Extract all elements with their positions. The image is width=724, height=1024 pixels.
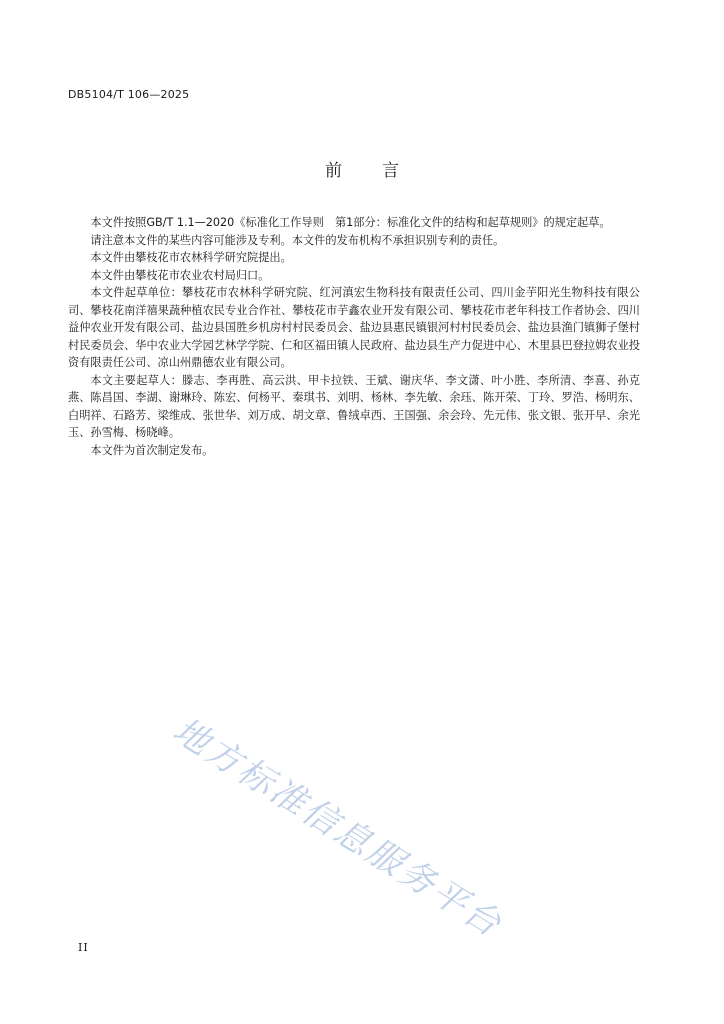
watermark-text: 地方标准信息服务平台	[165, 710, 510, 946]
page-title: 前言	[325, 161, 439, 181]
paragraph-drafters: 本文主要起草人：滕志、李再胜、高云洪、甲卡拉铁、王斌、谢庆华、李文潇、叶小胜、李所清、李喜、孙克燕、陈昌国、李湖、谢琳玲、陈宏、何杨平、秦琪书、刘明、杨林、李先敏、余珏、陈开荣、丁玲、罗浩、杨明东、白明祥、石路芳、梁维成、张世华、刘万成、胡文章、鲁绒卓西、王国强、余会玲、先元伟、张文银、张开早、余光玉、孙雪梅、杨晓峰。	[68, 373, 640, 439]
foreword-body	[68, 214, 640, 459]
paragraph-first-release: 本文件为首次制定发布。	[90, 443, 214, 457]
paragraph-proposer: 本文件由攀枝花市农林科学研究院提出。	[90, 251, 292, 264]
document-code: DB5104/T 106—2025	[68, 88, 190, 101]
paragraph-administrator: 本文件由攀枝花市农业农村局归口。	[90, 268, 270, 282]
paragraph-drafting-units: 本文件起草单位：攀枝花市农林科学研究院、红河滇宏生物科技有限责任公司、四川金芋阳光生物科技有限公司、攀枝花南洋禧果蔬种植农民专业合作社、攀枝花市芋鑫农业开发有限公司、攀枝花市老年科技工作者协会、四川益仲农业开发有限公司、盐边县国胜乡机房村村民委员会、盐边县惠民镇银河村村民委员会、盐边县渔门镇狮子堡村村民委员会、华中农业大学园艺林学学院、仁和区福田镇人民政府、盐边县生产力促进中心、木里县巴登拉姆农业投资有限责任公司、凉山州鼎德农业有限公司。	[68, 286, 640, 369]
page-number: II	[78, 941, 89, 954]
paragraph-patent-notice: 请注意本文件的某些内容可能涉及专利。本文件的发布机构不承担识别专利的责任。	[90, 233, 505, 247]
paragraph-drafting-rules: 本文件按照GB/T 1.1—2020《标准化工作导则 第1部分：标准化文件的结构和起草规则》的规定起草。	[90, 216, 611, 229]
